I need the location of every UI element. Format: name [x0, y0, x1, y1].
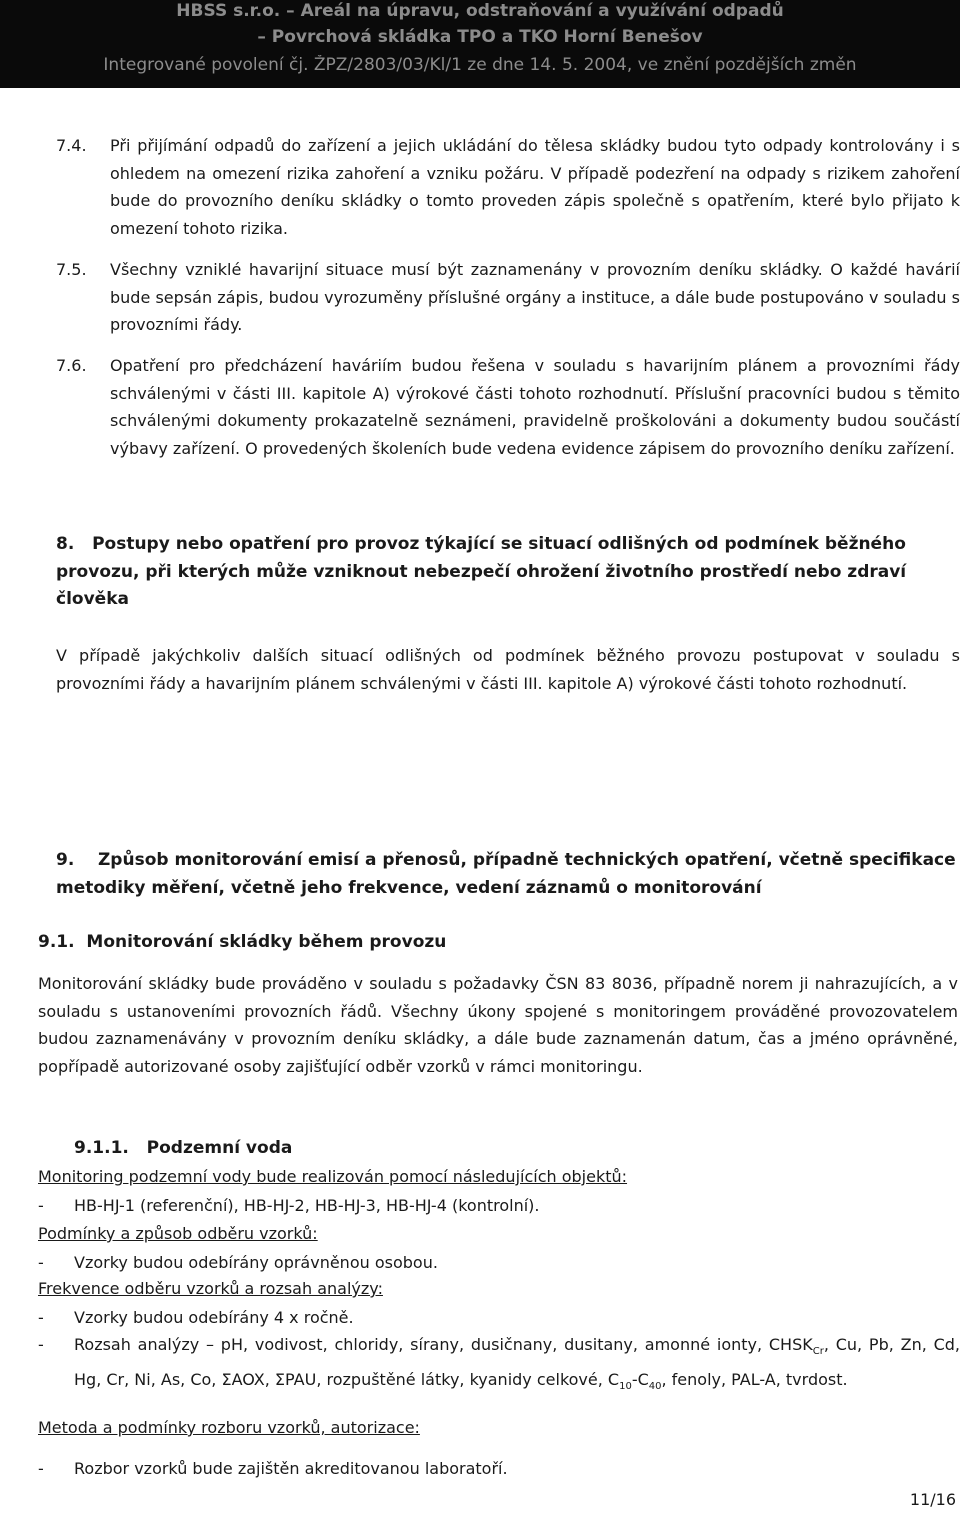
header-line-3: Integrované povolení čj. ŽPZ/2803/03/Kl/1 ze dne 14. 5. 2004, ve znění pozdějších změn: [103, 55, 857, 75]
subsection-9-1-heading: [38, 932, 446, 952]
list-item-text: HB-HJ-1 (referenční), HB-HJ-2, HB-HJ-3, HB-HJ-4 (kontrolní).: [74, 1196, 540, 1215]
subsection-9-1-paragraph: Monitorování skládky bude prováděno v souladu s požadavky ČSN 83 8036, případně norem ji nahrazujících, a v souladu s ustanoveními provozních řádů. Všechny úkony spojené s monitoringem prováděné provozovatelem budou zaznamenávány v provozním deníku skládky, a dále bude zaznamenán datum, čas a jméno oprávněné, popřípadě autorizované osoby zajišťující odběr vzorků v rámci monitoringu.: [38, 974, 958, 1076]
list-dash: -: [38, 1196, 44, 1215]
section-number: 8.: [56, 534, 75, 554]
section-8-paragraph: V případě jakýchkoliv dalších situací odlišných od podmínek běžného provozu postupovat v souladu s provozními řády a havarijním plánem schválenými v části III. kapitole A) výrokové části tohoto rozhodnutí.: [56, 646, 960, 693]
analysis-text-part: -C: [631, 1369, 649, 1389]
sampling-conditions-heading: Podmínky a způsob odběru vzorků:: [38, 1224, 318, 1243]
analysis-text-part: , fenoly, PAL-A, tvrdost.: [661, 1369, 848, 1389]
page-number: 11/16: [909, 1490, 956, 1509]
list-dash: -: [38, 1335, 44, 1354]
item-number: 7.4.: [56, 136, 87, 155]
section-title-text: Způsob monitorování emisí a přenosů, případně technických opatření, včetně specifikace metodiky měření, včetně jeho frekvence, vedení záznamů o monitorování: [56, 850, 956, 898]
list-item-text: Vzorky budou odebírány oprávněnou osobou.: [74, 1253, 438, 1272]
sampling-frequency-heading: Frekvence odběru vzorků a rozsah analýzy:: [38, 1279, 383, 1298]
subsection-number: 9.1.: [38, 932, 75, 952]
list-dash: -: [38, 1308, 44, 1327]
item-number: 7.5.: [56, 260, 87, 279]
item-text: Všechny vzniklé havarijní situace musí být zaznamenány v provozním deníku skládky. O každé havárií bude sepsán zápis, budou vyrozuměny příslušné orgány a instituce, a dále bude postupováno v souladu s provozními řády.: [110, 260, 960, 334]
item-text: Opatření pro předcházení haváriím budou řešena v souladu s havarijním plánem a provozními řády schválenými v části III. kapitole A) výrokové části tohoto rozhodnutí. Příslušní pracovníci budou s těmito schválenými dokumenty prokazatelně seznámeni, pravidelně proškolováni a dokumenty budou součástí výbavy zařízení. O provedených školeních bude vedena evidence zápisem do provozního deníku zařízení.: [110, 356, 960, 458]
section-title: [56, 531, 960, 614]
list-item-text: Vzorky budou odebírány 4 x ročně.: [74, 1308, 354, 1327]
subsection-title: Monitorování skládky během provozu: [86, 932, 447, 952]
header-line-2: – Povrchová skládka TPO a TKO Horní Benešov: [257, 27, 703, 47]
subscript: 40: [648, 1380, 662, 1392]
header-line-1: HBSS s.r.o. – Areál na úpravu, odstraňování a využívání odpadů: [176, 1, 784, 21]
list-item-text: [74, 1331, 960, 1400]
subscript: 10: [619, 1380, 632, 1392]
monitoring-objects-heading: Monitoring podzemní vody bude realizován pomocí následujících objektů:: [38, 1167, 628, 1186]
section-number: 9.: [56, 850, 75, 870]
list-dash: -: [38, 1459, 44, 1478]
section-title: [56, 847, 960, 902]
subsection-number: 9.1.1.: [74, 1138, 129, 1158]
list-item-text: Rozbor vzorků bude zajištěn akreditovanou laboratoří.: [74, 1459, 508, 1478]
analysis-text-part: Rozsah analýzy – pH, vodivost, chloridy, sírany, dusičnany, dusitany, amonné ionty, CHSK: [74, 1335, 813, 1354]
item-text: Při přijímání odpadů do zařízení a jejich ukládání do tělesa skládky budou tyto odpady kontrolovány i s ohledem na omezení rizika zahoření a vzniku požáru. V případě podezření na odpady s rizikem zahoření bude do provozního deníku skládky o tomto proveden zápis společně s opatřením, které bylo přijato k omezení tohoto rizika.: [110, 136, 960, 238]
subscript: Cr: [812, 1346, 824, 1358]
list-dash: -: [38, 1253, 44, 1272]
item-number: 7.6.: [56, 356, 87, 375]
analysis-method-heading: Metoda a podmínky rozboru vzorků, autorizace:: [38, 1418, 420, 1437]
subsection-9-1-1-heading: [74, 1138, 292, 1158]
subsection-title: Podzemní voda: [146, 1138, 293, 1158]
section-title-text: Postupy nebo opatření pro provoz týkající se situací odlišných od podmínek běžného provozu, při kterých může vzniknout nebezpečí ohrožení životního prostředí nebo zdraví člověka: [56, 534, 907, 609]
analysis-text-part: , Cu, Pb, Zn, Cd, Hg, Cr, Ni, As, Co, ΣAOX, ΣPAU, rozpuštěné látky, kyanidy celkové, C: [74, 1335, 960, 1389]
